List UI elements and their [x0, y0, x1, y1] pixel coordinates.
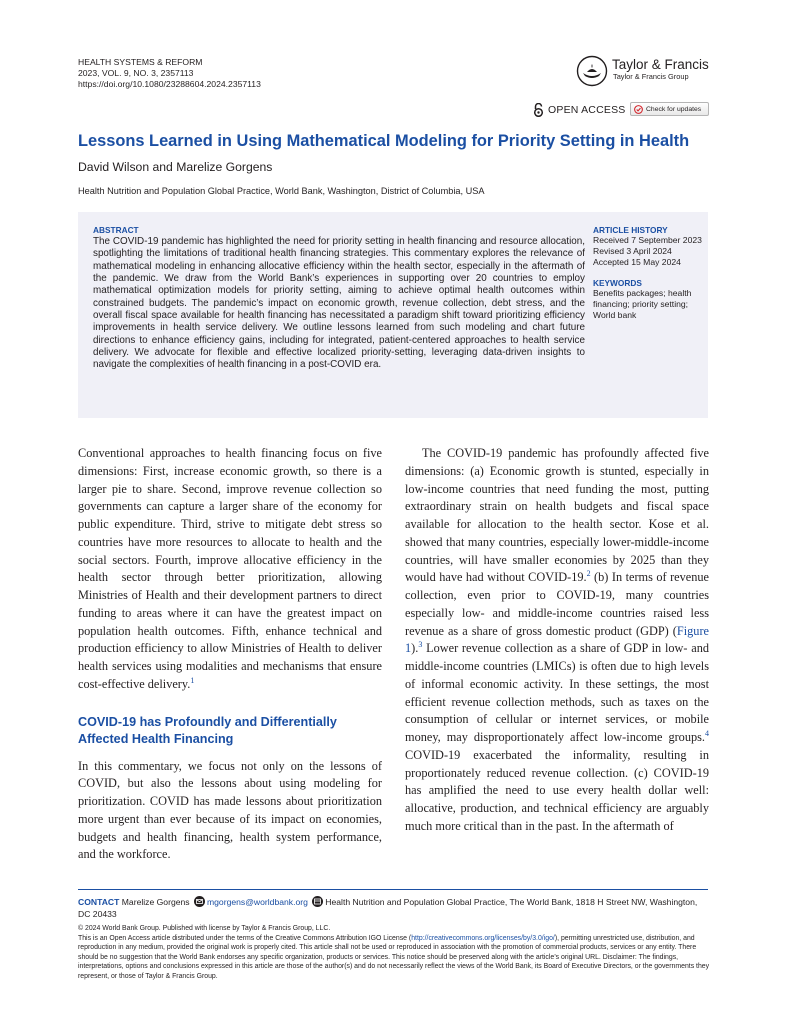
journal-info [78, 57, 261, 90]
history-heading: ARTICLE HISTORY [593, 225, 668, 235]
license-footer [78, 924, 710, 982]
citation-ref[interactable]: 2 [586, 569, 591, 579]
keywords-text: Benefits packages; health financing; priority setting; World bank [593, 288, 692, 320]
body-column-right [405, 445, 709, 836]
section-heading: COVID-19 has Profoundly and Differentially Affected Health Financing [78, 714, 337, 746]
abstract-box [78, 212, 708, 418]
abstract-panel [93, 225, 585, 371]
body-paragraph [78, 758, 382, 865]
contact-block [78, 896, 710, 920]
citation-ref[interactable]: 3 [418, 640, 423, 650]
paragraph-text: The COVID-19 pandemic has profoundly affected five dimensions: (a) Economic growth is stunted, especially in low-income countries that need funding the most, putting extraordinary strain on health budgets and fiscal space available for allocation to the health sector. Kose et al. showed that many countries, especially lower-middle-income countries, will have smaller economies by 2025 than they would have had without COVID-19. [405, 446, 709, 585]
history-received: Received 7 September 2023 [593, 235, 702, 245]
open-access-badge [533, 103, 625, 117]
keywords-heading: KEYWORDS [593, 278, 642, 288]
journal-name: HEALTH SYSTEMS & REFORM [78, 57, 203, 67]
check-updates-button[interactable] [630, 102, 709, 116]
paragraph-text: (b) In terms of revenue collection, even prior to COVID-19, many countries especially low- and middle-income countries raised less revenue as a share of gross domestic product (GDP) ( [405, 570, 709, 638]
paragraph-text: In this commentary, we focus not only on the lessons of COVID, but also the lessons about using modeling for prioritization. COVID has made lessons about prioritization more urgent than ever because of its impact on economies, budgets and health financing, health system performance, and the workforce. [78, 758, 382, 862]
copyright-line: © 2024 World Bank Group. Published with license by Taylor & Francis Group, LLC. [78, 925, 331, 932]
abstract-text: The COVID-19 pandemic has highlighted the need for priority setting in health financing and resource allocation, spotlighting the limitations of traditional health financing strategies. This commentary explores the relevance of mathematical modeling in enhancing allocative efficiency within the health sector, especially in the aftermath of the pandemic. We draw from the World Bank’s experiences in supporting over 20 countries to employ mathematical optimization models for priority setting, aiming to achieve optimal health outcomes within constrained budgets. The pandemic’s impact on economic growth, revenue collection, debt stress, and the overall fiscal space available for health financing has necessitated a paradigm shift toward prioritizing efficiency improvements in health service delivery. We outline lessons learned from such modeling and chart future directions to enhance efficiency gains, including for integrated, patient-centered approaches to health service delivery. We advocate for flexible and effective localized priority-setting, leveraging data-driven insights to navigate the complexities of health financing in a post-COVID era. [93, 236, 585, 371]
paragraph-text: Lower revenue collection as a share of GDP in low- and middle-income countries (LMICs) is often due to high levels of informal economic activity. In these settings, the most efficient revenue collection methods, such as taxes on the consumption of cellular or internet services, or mobile money, may disproportionately affect low-income groups. [405, 641, 709, 744]
journal-doi[interactable]: https://doi.org/10.1080/23288604.2024.2357113 [78, 79, 261, 89]
license-text-b: ), permitting unrestricted use, distribution, and reproduction in any medium, provided the original work is properly cited. This article shall not be used or reproduced in association with the promotion of commercial products, services or any entity. There should be no suggestion that the World Bank endorses any specific organization, products or services. This notice should be preserved along with the article’s original URL. Disclaimer: The findings, interpretations, options and conclusions expressed in this article are those of the author(s) and do not necessarily reflect the views of the World Bank, its Board of Executive Directors, or the governments they represent, or those of Taylor & Francis Group. [78, 934, 710, 980]
figure-link[interactable]: Figure 1 [405, 623, 709, 656]
open-access-label: OPEN ACCESS [548, 104, 626, 116]
journal-volume: 2023, VOL. 9, NO. 3, 2357113 [78, 68, 194, 78]
body-paragraph [405, 445, 709, 836]
contact-label: CONTACT [78, 897, 120, 907]
contact-email-link[interactable]: mgorgens@worldbank.org [206, 897, 308, 907]
contact-address: Health Nutrition and Population Global Practice, The World Bank, 1818 H Street NW, Washington, DC 20433 [78, 897, 698, 919]
article-authors: David Wilson and Marelize Gorgens [78, 160, 273, 174]
publisher-lamp-icon [576, 55, 608, 87]
paragraph-text: COVID-19 exacerbated the informality, resulting in proportionately reduced revenue collection. (c) COVID-19 has amplified the need to use every health dollar well: allocative, production, and technical efficiency are arguably much more critical than in the past. In the aftermath of [405, 747, 709, 833]
abstract-heading: ABSTRACT [93, 225, 139, 235]
check-updates-label: Check for updates [646, 105, 702, 113]
open-lock-icon [533, 103, 544, 117]
body-paragraph [78, 445, 382, 694]
email-icon [194, 896, 205, 907]
publisher-logo[interactable] [576, 55, 716, 87]
citation-ref[interactable]: 1 [190, 675, 195, 685]
paragraph-text: ). [411, 641, 419, 656]
check-updates-icon [634, 105, 643, 114]
publisher-group: Taylor & Francis Group [613, 72, 689, 81]
article-meta-panel [593, 225, 705, 321]
history-revised: Revised 3 April 2024 [593, 246, 672, 256]
citation-ref[interactable]: 4 [705, 729, 709, 738]
body-column-left [78, 445, 382, 864]
publisher-name: Taylor & Francis [612, 57, 709, 72]
license-text [78, 934, 710, 982]
license-text-a: This is an Open Access article distributed under the terms of the Creative Commons Attribution IGO License ( [78, 934, 412, 942]
footer-divider [78, 889, 708, 890]
contact-name: Marelize Gorgens [121, 897, 190, 907]
article-affiliation: Health Nutrition and Population Global Practice, World Bank, Washington, District of Columbia, USA [78, 186, 485, 196]
address-icon [312, 896, 323, 907]
paragraph-text: Conventional approaches to health financing focus on five dimensions: First, increase economic growth, so there is a larger pie to share. Second, improve revenue collection so governments can capture a larger share of the economy for public expenditure. Third, strive to mitigate debt stress so countries have more resources to allocate to health and the social sectors. Fourth, improve allocative efficiency in the health sector through better prioritization, allowing Ministries of Health and their development partners to direct funding to areas where it can have the greatest impact on population health outcomes. Fifth, enhance technical and production efficiency to allow Ministries of Health to deliver health services using modalities and mechanisms that ensure cost-effective delivery. [78, 446, 382, 691]
history-accepted: Accepted 15 May 2024 [593, 257, 681, 267]
license-link[interactable]: http://creativecommons.org/licenses/by/3.0/igo/ [411, 934, 555, 942]
article-title: Lessons Learned in Using Mathematical Modeling for Priority Setting in Health [78, 132, 690, 150]
